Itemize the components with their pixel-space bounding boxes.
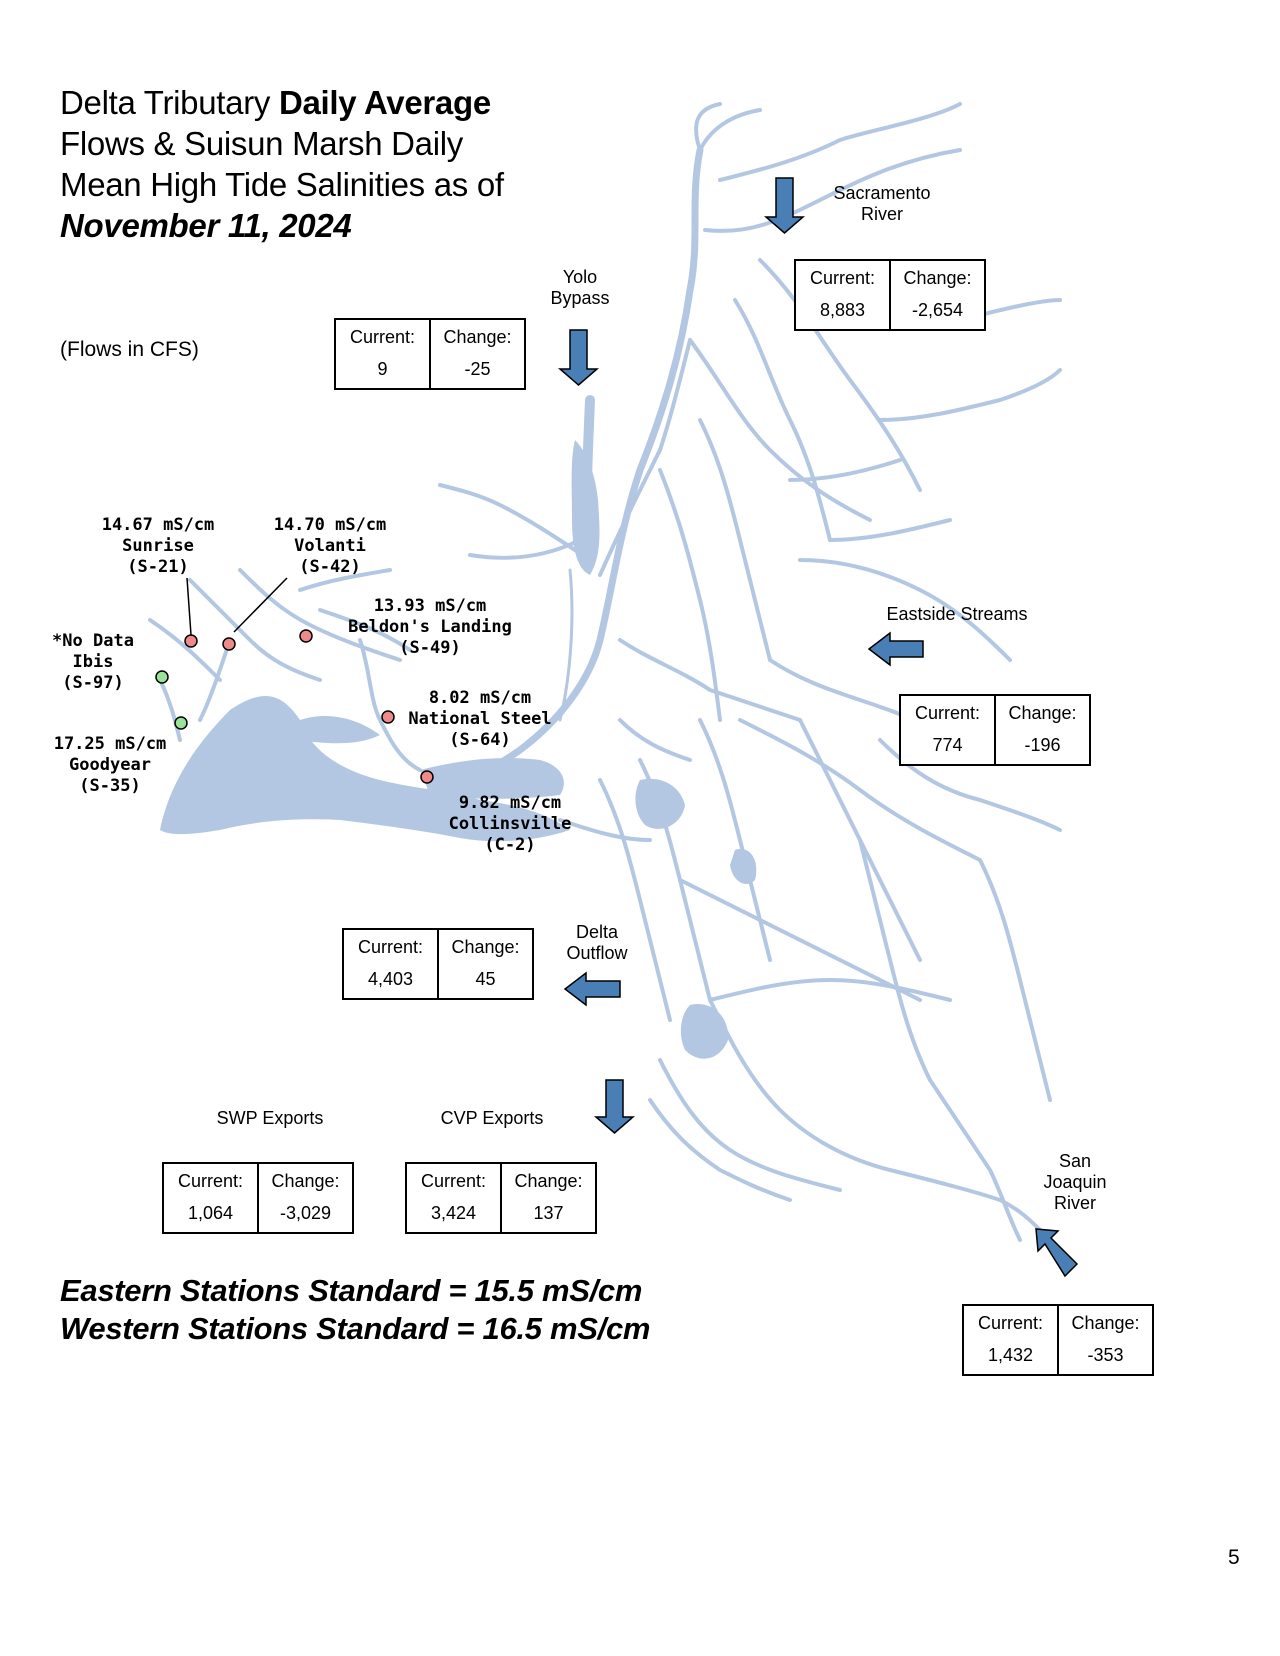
eastern-standard: Eastern Stations Standard = 15.5 mS/cm	[60, 1273, 643, 1308]
change-cell	[994, 696, 1089, 764]
station-value: 13.93 mS/cm	[373, 596, 487, 616]
outflow-label-line1: Delta	[575, 922, 619, 942]
current-value: 9	[377, 359, 388, 379]
sacramento-flow-box	[794, 259, 986, 331]
change-label: Change:	[514, 1171, 583, 1191]
yolo-label-line2: Bypass	[550, 288, 610, 308]
station-value: 14.70 mS/cm	[273, 515, 387, 535]
current-label: Current:	[809, 268, 876, 288]
station-name: Sunrise	[122, 536, 194, 556]
station-code: (C-2)	[484, 835, 536, 855]
station-beldon	[320, 596, 540, 659]
swp-label	[200, 1108, 340, 1129]
station-code: (S-35)	[79, 776, 141, 796]
sacramento-label-line1: Sacramento	[833, 183, 931, 203]
station-value: 17.25 mS/cm	[53, 734, 167, 754]
outflow-flow-box	[342, 928, 534, 1000]
station-name: National Steel	[408, 709, 552, 729]
station-ibis	[38, 631, 148, 694]
western-standard: Western Stations Standard = 16.5 mS/cm	[60, 1311, 651, 1346]
current-label: Current:	[914, 703, 981, 723]
change-cell	[500, 1164, 595, 1232]
change-cell	[889, 261, 984, 329]
change-label: Change:	[1071, 1313, 1140, 1333]
change-value: -353	[1087, 1345, 1124, 1365]
cvp-label-text: CVP Exports	[440, 1108, 544, 1128]
yolo-flow-box	[334, 318, 526, 390]
change-cell	[437, 930, 532, 998]
page-title	[60, 82, 504, 246]
eastside-flow-box	[899, 694, 1091, 766]
current-value: 774	[932, 735, 963, 755]
title-line2: Flows & Suisun Marsh Daily	[60, 125, 463, 162]
station-code: (S-42)	[299, 557, 361, 577]
station-collinsville	[430, 793, 590, 856]
current-value: 4,403	[367, 969, 414, 989]
current-cell	[336, 320, 429, 388]
volanti-marker	[223, 638, 235, 650]
swp-label-text: SWP Exports	[216, 1108, 324, 1128]
station-volanti	[250, 515, 410, 578]
sanjoaquin-label	[1030, 1151, 1120, 1214]
current-value: 3,424	[430, 1203, 477, 1223]
sanjoaquin-arrow-icon	[1036, 1229, 1077, 1276]
yolo-label-line1: Yolo	[562, 267, 598, 287]
change-value: 137	[533, 1203, 564, 1223]
change-label: Change:	[903, 268, 972, 288]
change-cell	[1057, 1306, 1152, 1374]
beldon-marker	[300, 630, 312, 642]
station-goodyear	[30, 734, 190, 797]
station-name: Goodyear	[69, 755, 151, 775]
station-value: 14.67 mS/cm	[101, 515, 215, 535]
current-cell	[164, 1164, 257, 1232]
yolo-label	[530, 267, 630, 309]
yolo-arrow-icon	[560, 330, 597, 385]
current-cell	[796, 261, 889, 329]
current-label: Current:	[349, 327, 416, 347]
station-code: (S-49)	[399, 638, 461, 658]
station-name: Volanti	[294, 536, 366, 556]
station-value: 9.82 mS/cm	[458, 793, 562, 813]
sacramento-label	[812, 183, 952, 225]
current-value: 1,432	[987, 1345, 1034, 1365]
change-label: Change:	[271, 1171, 340, 1191]
sanjoaquin-label-line1: San	[1058, 1151, 1092, 1171]
sanjoaquin-label-line3: River	[1053, 1193, 1096, 1213]
salinity-standards	[60, 1272, 650, 1348]
station-value: *No Data	[52, 631, 134, 651]
station-code: (S-64)	[449, 730, 511, 750]
page-number: 5	[1228, 1546, 1240, 1569]
title-date: November 11, 2024	[60, 207, 352, 244]
eastside-label	[872, 604, 1042, 625]
collinsville-marker	[421, 771, 433, 783]
title-line1-bold: Daily Average	[278, 84, 491, 121]
ibis-marker	[156, 671, 168, 683]
sunrise-marker	[185, 635, 197, 647]
goodyear-marker	[175, 717, 187, 729]
outflow-arrow-icon	[565, 973, 620, 1005]
station-name: Beldon's Landing	[348, 617, 512, 637]
change-value: 45	[475, 969, 496, 989]
title-line3: Mean High Tide Salinities as of	[60, 166, 504, 203]
units-note: (Flows in CFS)	[60, 338, 199, 361]
current-value: 8,883	[819, 300, 866, 320]
exports-arrow-icon	[596, 1080, 633, 1133]
station-sunrise	[78, 515, 238, 578]
sanjoaquin-label-line2: Joaquin	[1043, 1172, 1107, 1192]
cvp-flow-box	[405, 1162, 597, 1234]
current-cell	[407, 1164, 500, 1232]
change-label: Change:	[1008, 703, 1077, 723]
change-value: -3,029	[279, 1203, 332, 1223]
sacramento-label-line2: River	[860, 204, 903, 224]
cvp-label	[422, 1108, 562, 1129]
station-value: 8.02 mS/cm	[428, 688, 532, 708]
change-label: Change:	[443, 327, 512, 347]
change-cell	[429, 320, 524, 388]
station-name: Ibis	[72, 652, 114, 672]
current-label: Current:	[977, 1313, 1044, 1333]
change-label: Change:	[451, 937, 520, 957]
current-value: 1,064	[187, 1203, 234, 1223]
current-label: Current:	[357, 937, 424, 957]
change-value: -2,654	[911, 300, 964, 320]
current-cell	[901, 696, 994, 764]
title-line1-prefix: Delta Tributary	[60, 84, 279, 121]
station-natsteel	[390, 688, 570, 751]
station-code: (S-97)	[62, 673, 124, 693]
station-name: Collinsville	[448, 814, 572, 834]
outflow-label	[547, 922, 647, 964]
sacramento-arrow-icon	[766, 178, 803, 233]
change-value: -25	[464, 359, 491, 379]
change-value: -196	[1024, 735, 1061, 755]
current-label: Current:	[420, 1171, 487, 1191]
station-code: (S-21)	[127, 557, 189, 577]
current-cell	[964, 1306, 1057, 1374]
current-label: Current:	[177, 1171, 244, 1191]
outflow-label-line2: Outflow	[566, 943, 628, 963]
swp-flow-box	[162, 1162, 354, 1234]
eastside-label-text: Eastside Streams	[886, 604, 1028, 624]
sanjoaquin-flow-box	[962, 1304, 1154, 1376]
change-cell	[257, 1164, 352, 1232]
current-cell	[344, 930, 437, 998]
eastside-arrow-icon	[869, 633, 923, 665]
